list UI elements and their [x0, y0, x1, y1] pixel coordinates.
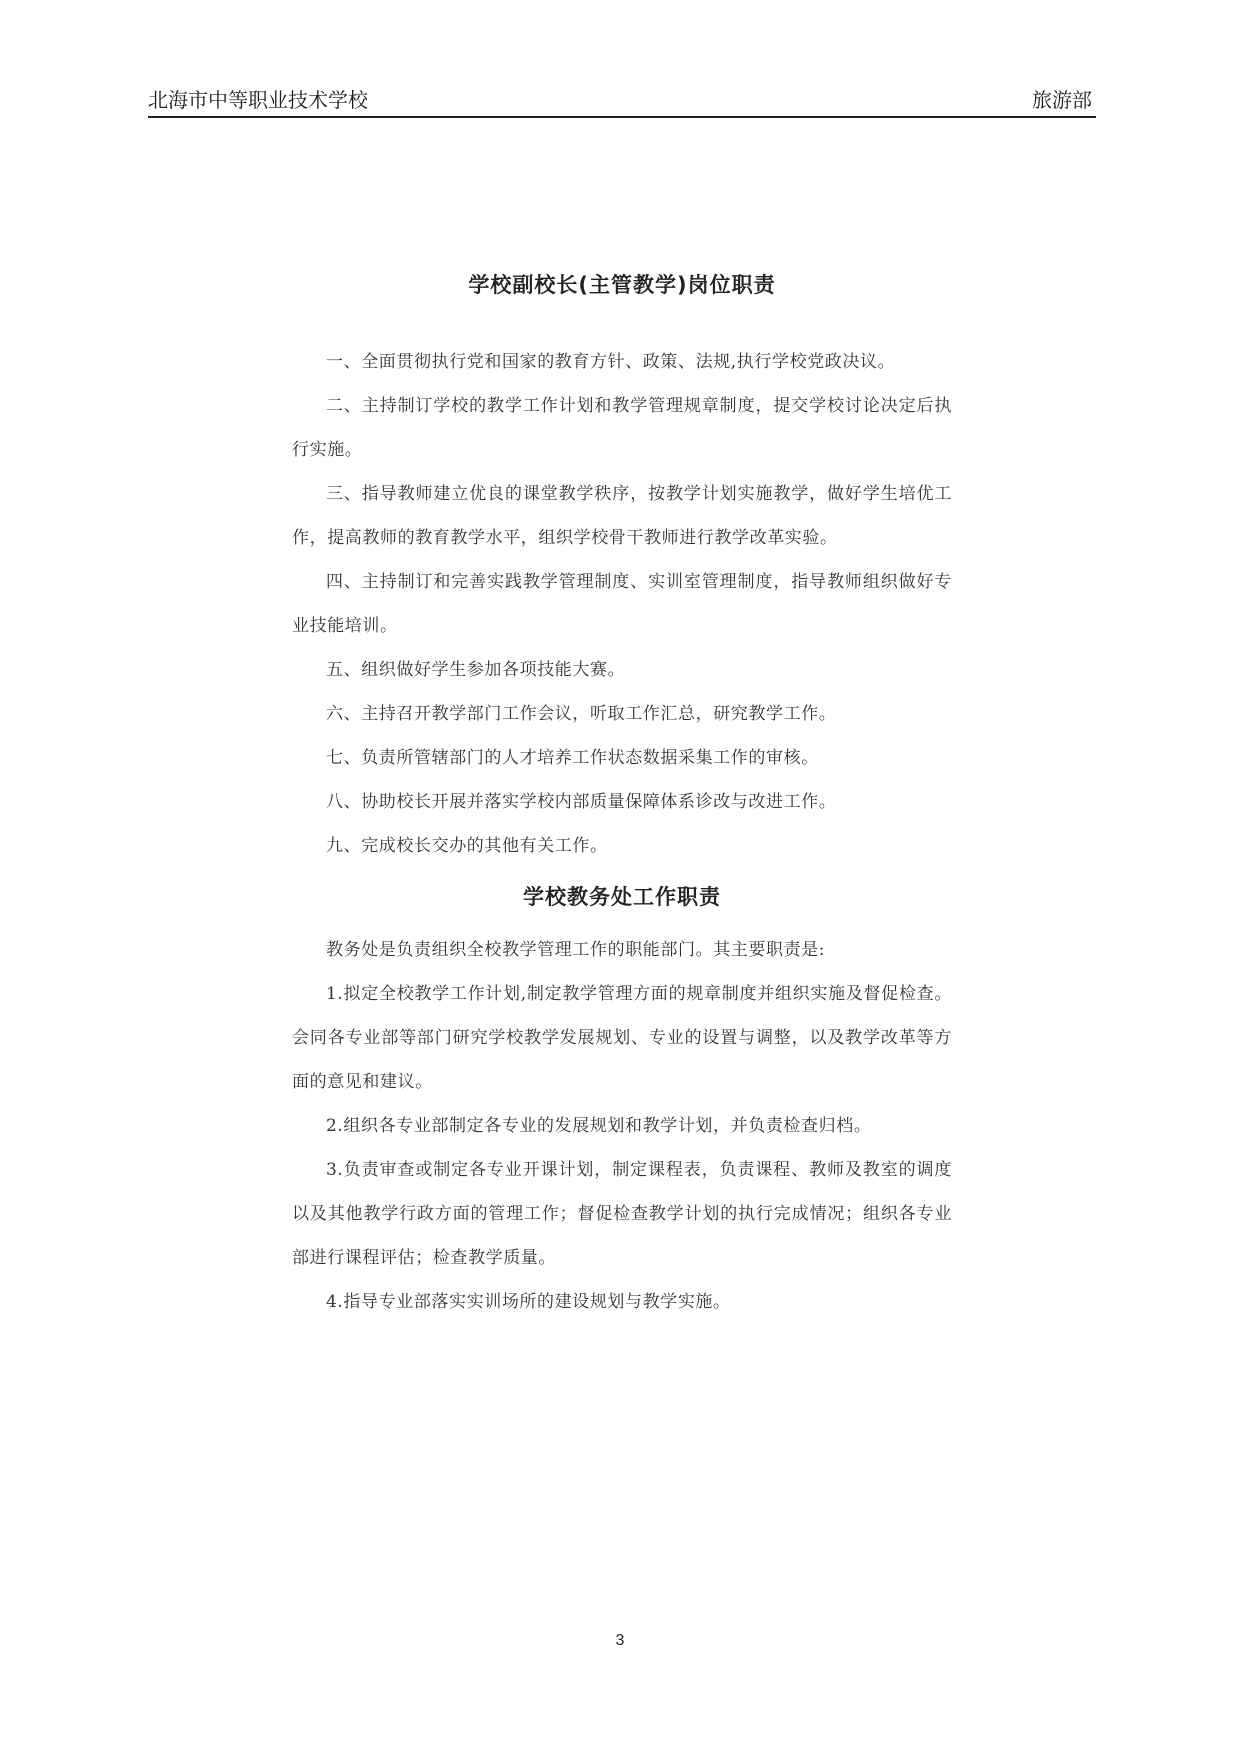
duty-item: 4.指导专业部落实实训场所的建设规划与教学实施。 — [326, 1292, 731, 1312]
duty-item: 1.拟定全校教学工作计划,制定教学管理方面的规章制度并组织实施及督促检查。会同各专业部等部门研究学校教学发展规划、专业的设置与调整，以及教学改革等方面的意见和建议。 — [292, 984, 952, 1092]
duty-item: 3.负责审查或制定各专业开课计划，制定课程表，负责课程、教师及教室的调度以及其他教学行政方面的管理工作；督促检查教学计划的执行完成情况；组织各专业部进行课程评估；检查教学质量。 — [292, 1160, 952, 1268]
school-name: 北海市中等职业技术学校 — [148, 88, 368, 112]
page-number: 3 — [615, 1632, 625, 1649]
duty-item: 三、指导教师建立优良的课堂教学秩序，按教学计划实施教学，做好学生培优工作，提高教师的教育教学水平，组织学校骨干教师进行教学改革实验。 — [292, 484, 952, 548]
page-header — [148, 86, 1096, 118]
duty-item: 八、协助校长开展并落实学校内部质量保障体系诊改与改进工作。 — [326, 792, 837, 812]
section-title-vice-principal: 学校副校长(主管教学)岗位职责 — [468, 273, 776, 297]
duty-item: 教务处是负责组织全校教学管理工作的职能部门。其主要职责是: — [326, 940, 826, 960]
section-title-academic-affairs: 学校教务处工作职责 — [523, 885, 721, 909]
duty-item: 六、主持召开教学部门工作会议，听取工作汇总，研究教学工作。 — [326, 704, 837, 724]
document-body — [292, 270, 952, 1324]
duty-item: 七、负责所管辖部门的人才培养工作状态数据采集工作的审核。 — [326, 748, 819, 768]
duty-item: 一、全面贯彻执行党和国家的教育方针、政策、法规,执行学校党政决议。 — [326, 352, 896, 372]
department-name: 旅游部 — [1032, 88, 1092, 112]
duty-item: 四、主持制订和完善实践教学管理制度、实训室管理制度，指导教师组织做好专业技能培训。 — [292, 572, 952, 636]
duty-item: 二、主持制订学校的教学工作计划和教学管理规章制度，提交学校讨论决定后执行实施。 — [292, 396, 952, 460]
duty-item: 2.组织各专业部制定各专业的发展规划和教学计划，并负责检查归档。 — [326, 1116, 872, 1136]
duty-item: 五、组织做好学生参加各项技能大赛。 — [326, 660, 626, 680]
duty-item: 九、完成校长交办的其他有关工作。 — [326, 836, 608, 856]
